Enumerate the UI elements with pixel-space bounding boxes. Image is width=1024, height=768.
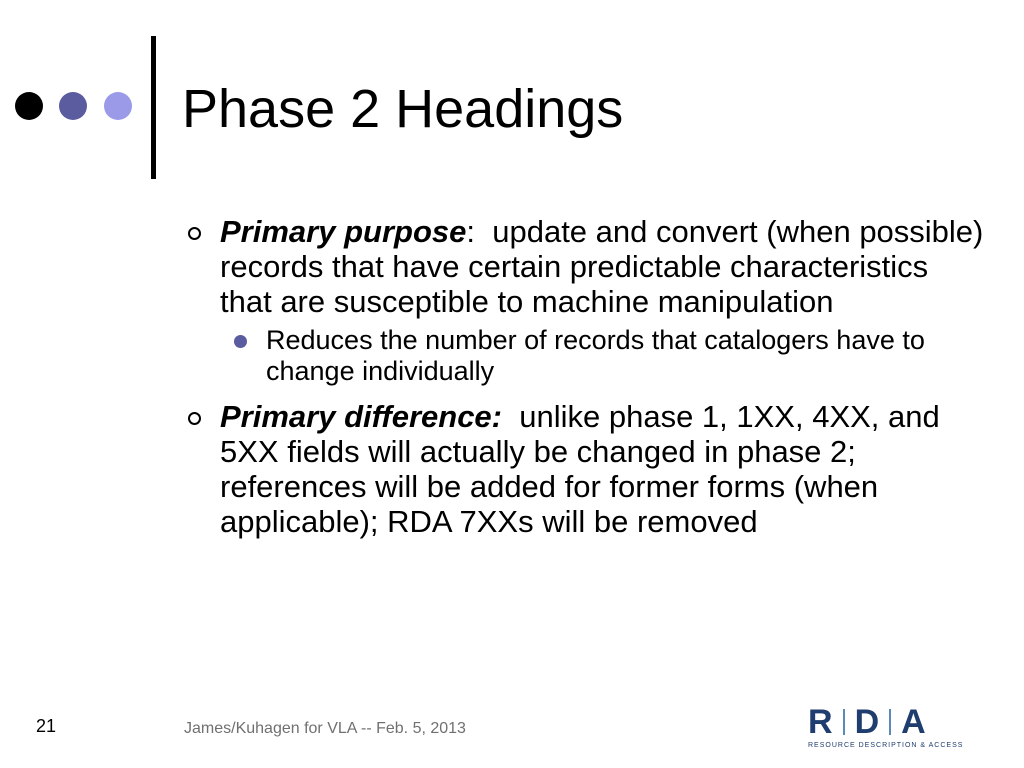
sub-bullet <box>266 325 988 387</box>
hollow-bullet-icon <box>188 227 201 240</box>
logo-separator <box>843 709 845 735</box>
page-number: 21 <box>36 716 57 736</box>
bullet-primary-difference <box>188 399 988 539</box>
decorative-dot-purple <box>59 92 87 120</box>
bullet-primary-purpose <box>188 214 988 319</box>
decorative-dot-lavender <box>104 92 132 120</box>
bullet-lead: Primary purpose <box>220 214 467 249</box>
bullet-lead: Primary difference: <box>220 399 502 434</box>
logo-letter-d: D <box>854 702 880 741</box>
hollow-bullet-icon <box>188 412 201 425</box>
logo-letter-a: A <box>901 702 926 741</box>
slide-title: Phase 2 Headings <box>182 79 624 139</box>
decorative-dot-black <box>15 92 43 120</box>
bullet-text: update and convert (when possible) records that have certain predictable characteristics that are susceptible to machine manipulation <box>220 214 984 319</box>
sub-bullet-text: Reduces the number of records that catalogers have to change individually <box>266 325 925 386</box>
slide-content <box>188 214 988 545</box>
filled-bullet-icon <box>234 335 247 348</box>
title-divider <box>151 36 156 179</box>
bullet-lead-suffix: : <box>466 214 475 249</box>
rda-logo <box>808 702 964 755</box>
logo-separator <box>889 709 891 735</box>
logo-letters <box>808 702 958 741</box>
logo-letter-r: R <box>808 702 833 741</box>
bullet-text: unlike phase 1, 1XX, 4XX, and 5XX fields will actually be changed in phase 2; references will be added for former forms (when applicable); RDA 7XXs will be removed <box>220 399 940 539</box>
footer-text: James/Kuhagen for VLA -- Feb. 5, 2013 <box>184 720 466 737</box>
logo-subtitle: RESOURCE DESCRIPTION & ACCESS <box>808 742 964 749</box>
